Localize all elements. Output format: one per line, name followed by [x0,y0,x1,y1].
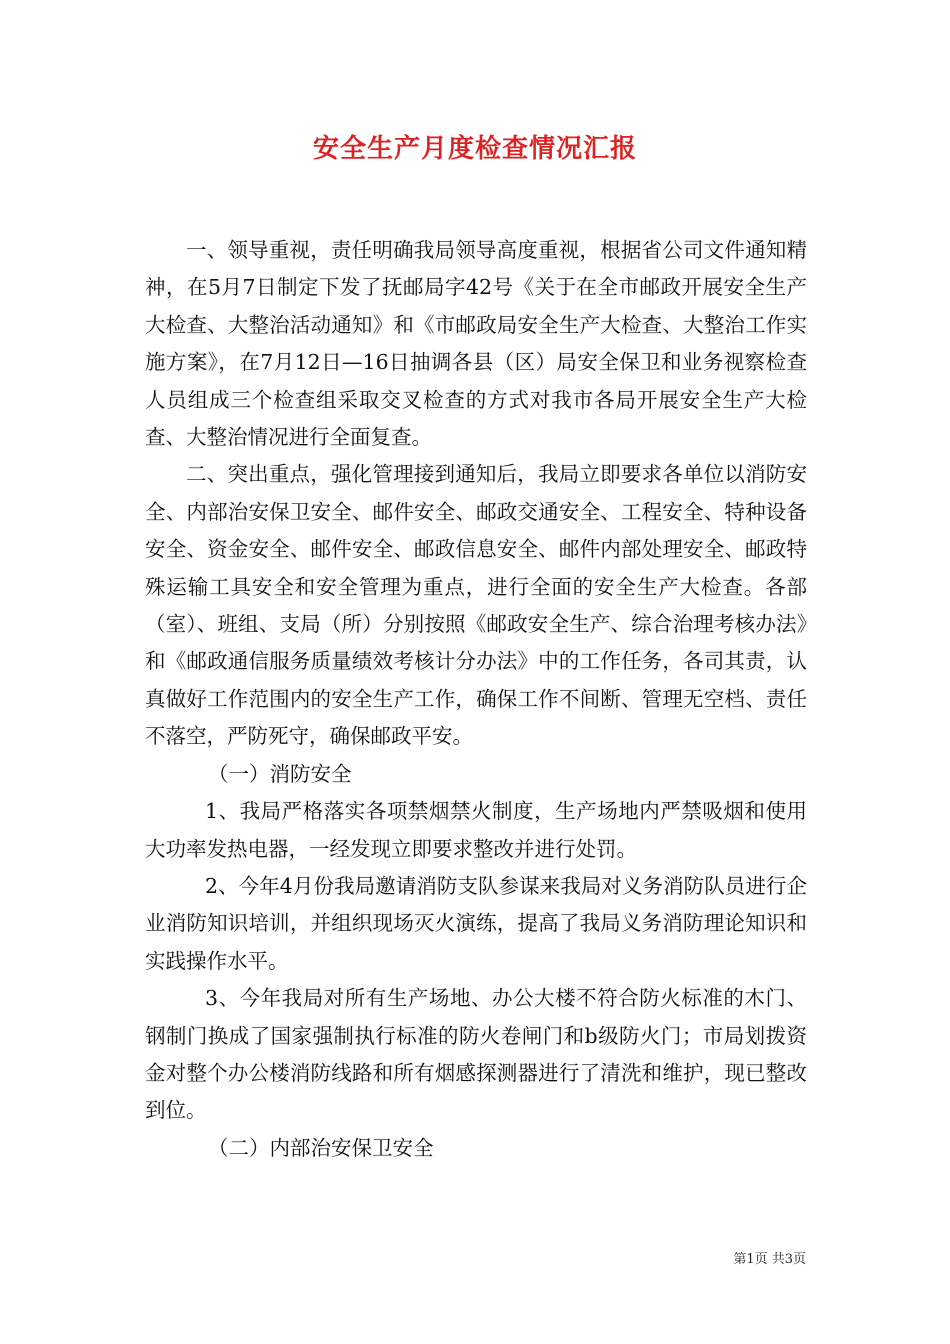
paragraph-fire-item-1: 1、我局严格落实各项禁烟禁火制度，生产场地内严禁吸烟和使用大功率发热电器，一经发现立即要求整改并进行处罚。 [145,799,807,861]
subheading-fire-safety: （一）消防安全 [208,761,352,786]
paragraph-focus: 二、突出重点，强化管理接到通知后，我局立即要求各单位以消防安全、内部治安保卫安全、邮件安全、邮政交通安全、工程安全、特种设备安全、资金安全、邮件安全、邮政信息安全、邮件内部处理安全、邮政特殊运输工具安全和安全管理为重点，进行全面的安全生产大检查。各部（室）、班组、支局（所）分别按照《邮政安全生产、综合治理考核办法》和《邮政通信服务质量绩效考核计分办法》中的工作任务，各司其责，认真做好工作范围内的安全生产工作，确保工作不间断、管理无空档、责任不落空，严防死守，确保邮政平安。 [145,462,807,749]
paragraph-fire-item-2: 2、今年4月份我局邀请消防支队参谋来我局对义务消防队员进行企业消防知识培训，并组织现场灭火演练，提高了我局义务消防理论知识和实践操作水平。 [145,873,807,973]
document-body [145,232,807,1167]
paragraph-leadership: 一、领导重视，责任明确我局领导高度重视，根据省公司文件通知精神，在5月7日制定下发了抚邮局字42号《关于在全市邮政开展安全生产大检查、大整治活动通知》和《市邮政局安全生产大检查、大整治工作实施方案》，在7月12日—16日抽调各县（区）局安全保卫和业务视察检查人员组成三个检查组采取交叉检查的方式对我市各局开展安全生产大检查、大整治情况进行全面复查。 [145,238,807,450]
page-number-footer: 第1页 共3页 [733,1252,806,1267]
paragraph-fire-item-3: 3、今年我局对所有生产场地、办公大楼不符合防火标准的木门、钢制门换成了国家强制执行标准的防火卷闸门和b级防火门；市局划拨资金对整个办公楼消防线路和所有烟感探测器进行了清洗和维护，现已整改到位。 [145,986,807,1123]
subheading-internal-security: （二）内部治安保卫安全 [208,1135,434,1160]
document-title: 安全生产月度检查情况汇报 [312,134,637,164]
